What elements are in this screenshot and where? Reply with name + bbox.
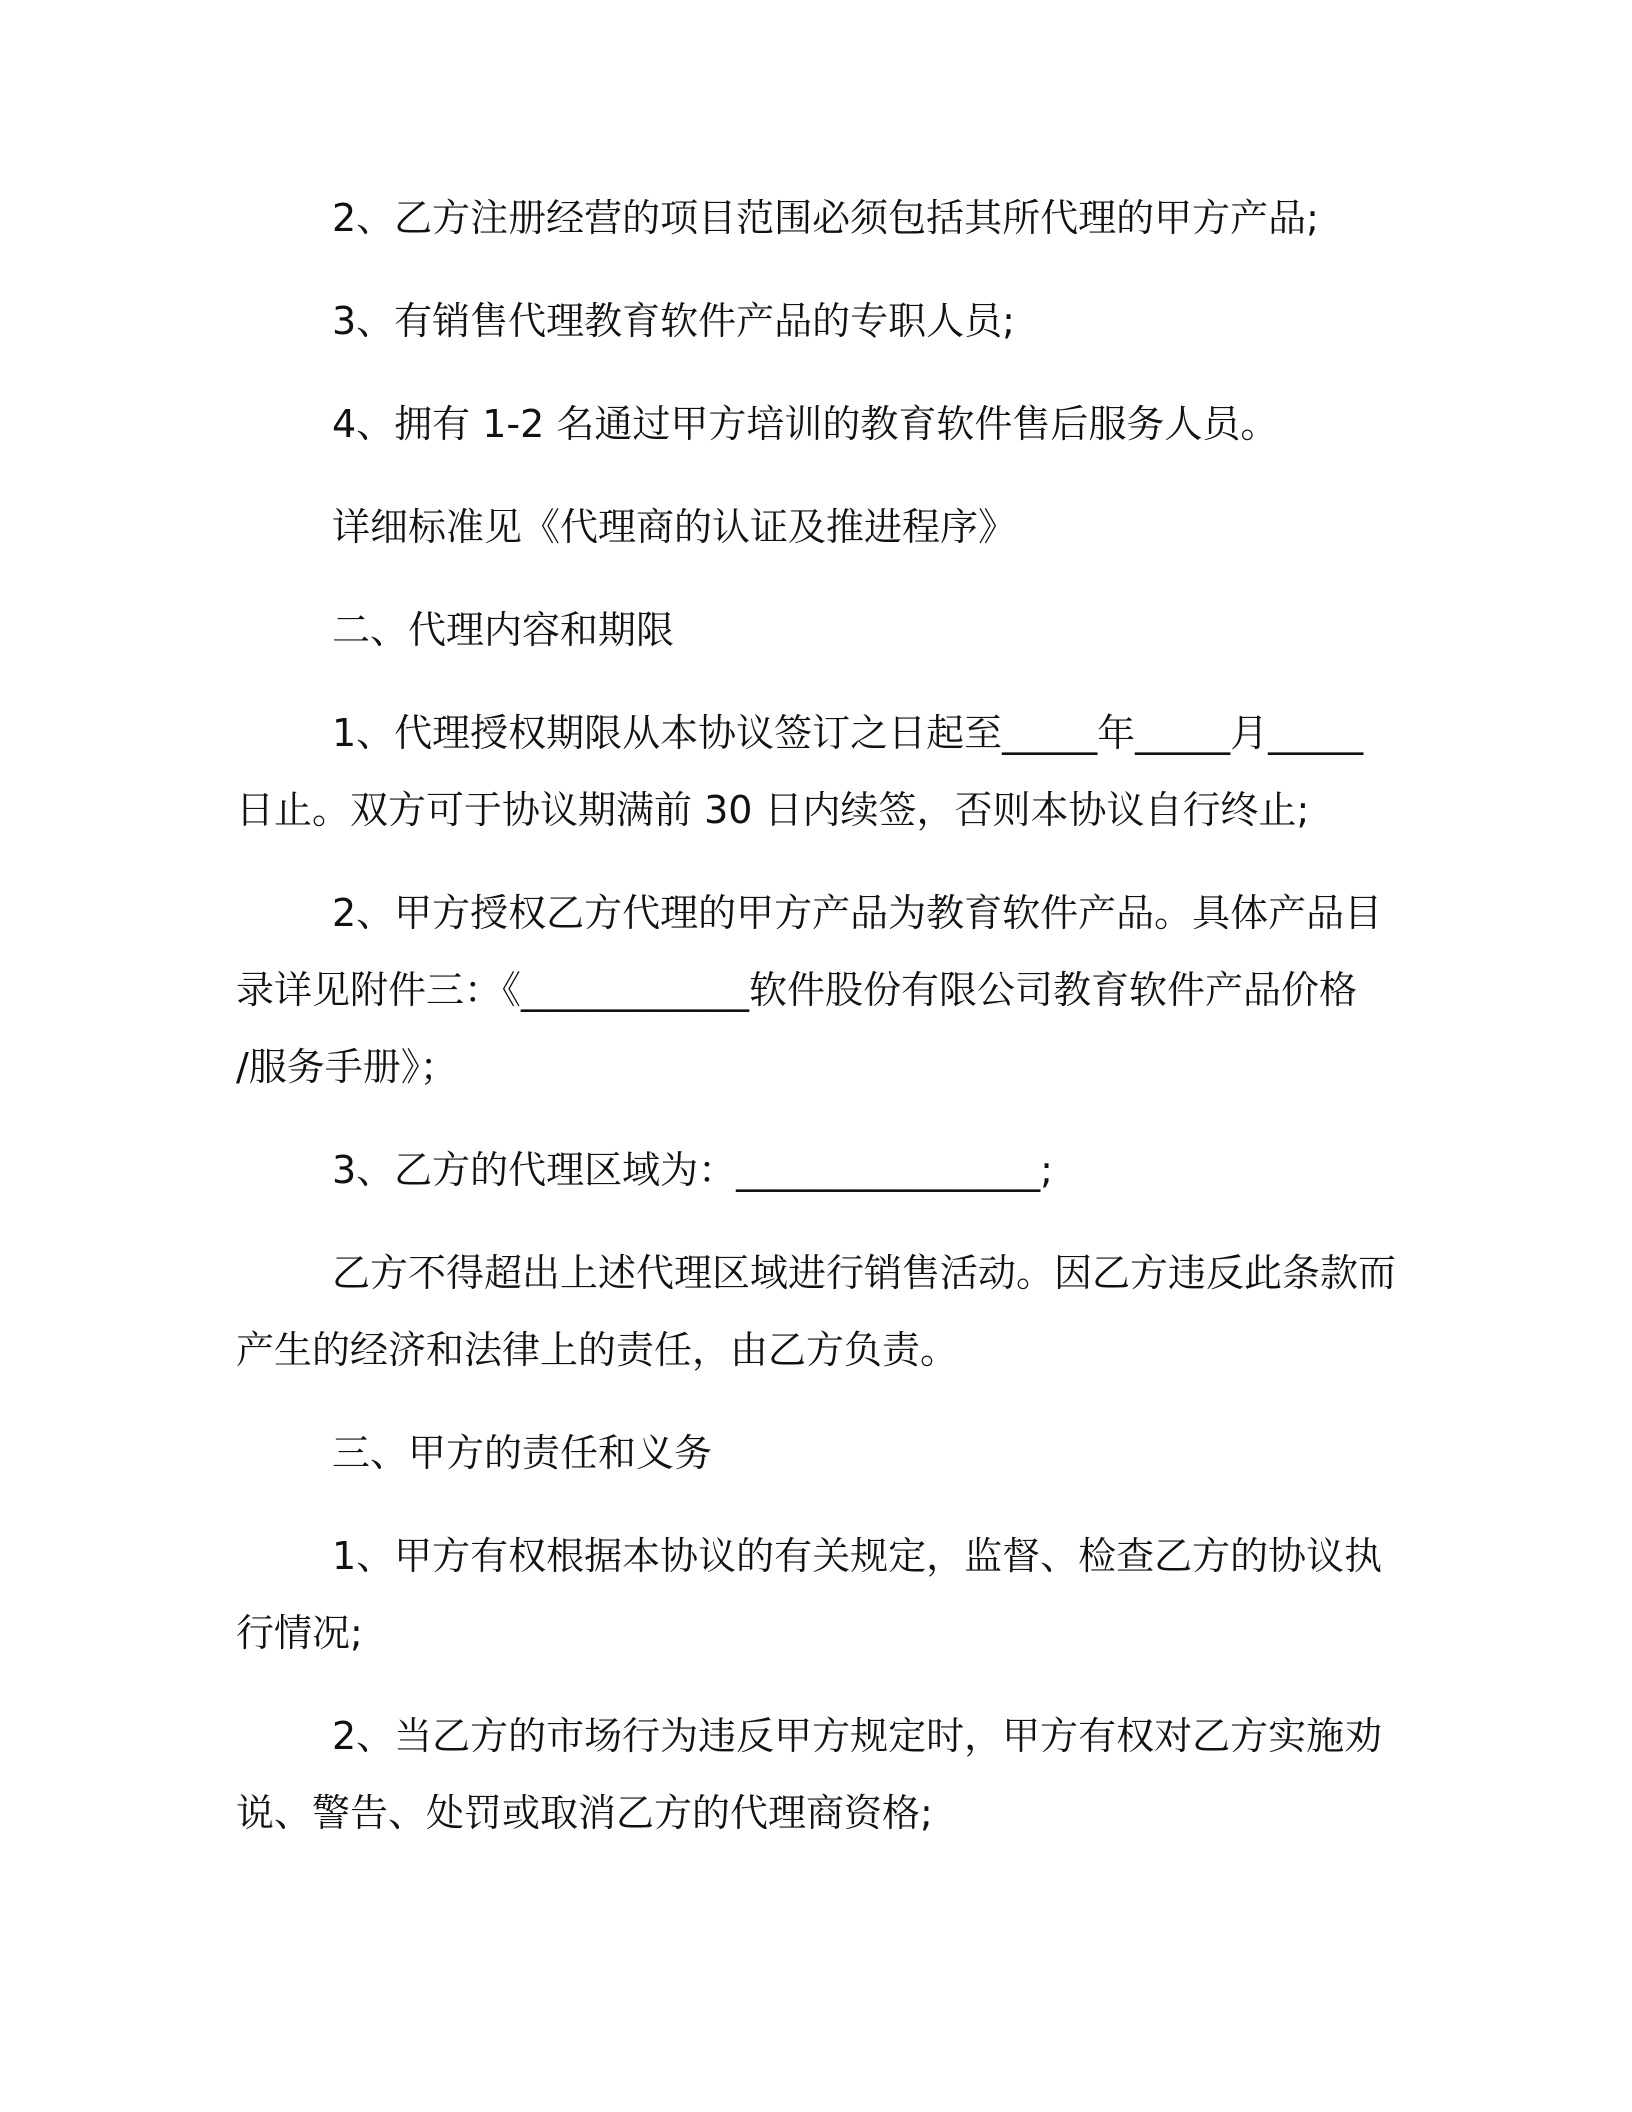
paragraph-agency-term	[236, 695, 1376, 849]
paragraph-line: 1、甲方有权根据本协议的有关规定，监督、检查乙方的协议执	[332, 1534, 1383, 1578]
paragraph-text: 2、乙方注册经营的项目范围必须包括其所代理的甲方产品;	[332, 196, 1319, 240]
paragraph-line: 日止。双方可于协议期满前 30 日内续签，否则本协议自行终止;	[236, 788, 1310, 832]
heading-text: 二、代理内容和期限	[332, 608, 675, 652]
paragraph-supervision-right	[236, 1518, 1383, 1672]
paragraph-item-3	[236, 283, 1376, 360]
paragraph-item-2	[236, 180, 1376, 257]
section-heading-3	[236, 1415, 1376, 1492]
paragraph-text: 详细标准见《代理商的认证及推进程序》	[332, 505, 1017, 549]
paragraph-agency-region	[236, 1132, 1376, 1209]
paragraph-text: 4、拥有 1-2 名通过甲方培训的教育软件售后服务人员。	[332, 402, 1279, 446]
paragraph-region-restriction	[236, 1235, 1397, 1389]
paragraph-line: 录详见附件三：《____________软件股份有限公司教育软件产品价格	[236, 968, 1358, 1012]
paragraph-line: 2、甲方授权乙方代理的甲方产品为教育软件产品。具体产品目	[332, 891, 1383, 935]
paragraph-item-4	[236, 386, 1376, 463]
paragraph-line: /服务手册》；	[236, 1045, 458, 1089]
paragraph-authorized-products	[236, 875, 1383, 1106]
paragraph-line: 1、代理授权期限从本协议签订之日起至_____年_____月_____	[332, 711, 1364, 755]
paragraph-text: 3、有销售代理教育软件产品的专职人员;	[332, 299, 1015, 343]
paragraph-line: 产生的经济和法律上的责任，由乙方负责。	[236, 1328, 959, 1372]
paragraph-text: 3、乙方的代理区域为：________________;	[332, 1148, 1053, 1192]
section-heading-2	[236, 592, 1376, 669]
paragraph-line: 2、当乙方的市场行为违反甲方规定时，甲方有权对乙方实施劝	[332, 1714, 1383, 1758]
paragraph-standard-reference	[236, 489, 1376, 566]
heading-text: 三、甲方的责任和义务	[332, 1431, 713, 1475]
paragraph-line: 乙方不得超出上述代理区域进行销售活动。因乙方违反此条款而	[332, 1251, 1397, 1295]
paragraph-line: 行情况;	[236, 1611, 363, 1655]
paragraph-penalty-right	[236, 1698, 1383, 1852]
paragraph-line: 说、警告、处罚或取消乙方的代理商资格;	[236, 1791, 933, 1835]
